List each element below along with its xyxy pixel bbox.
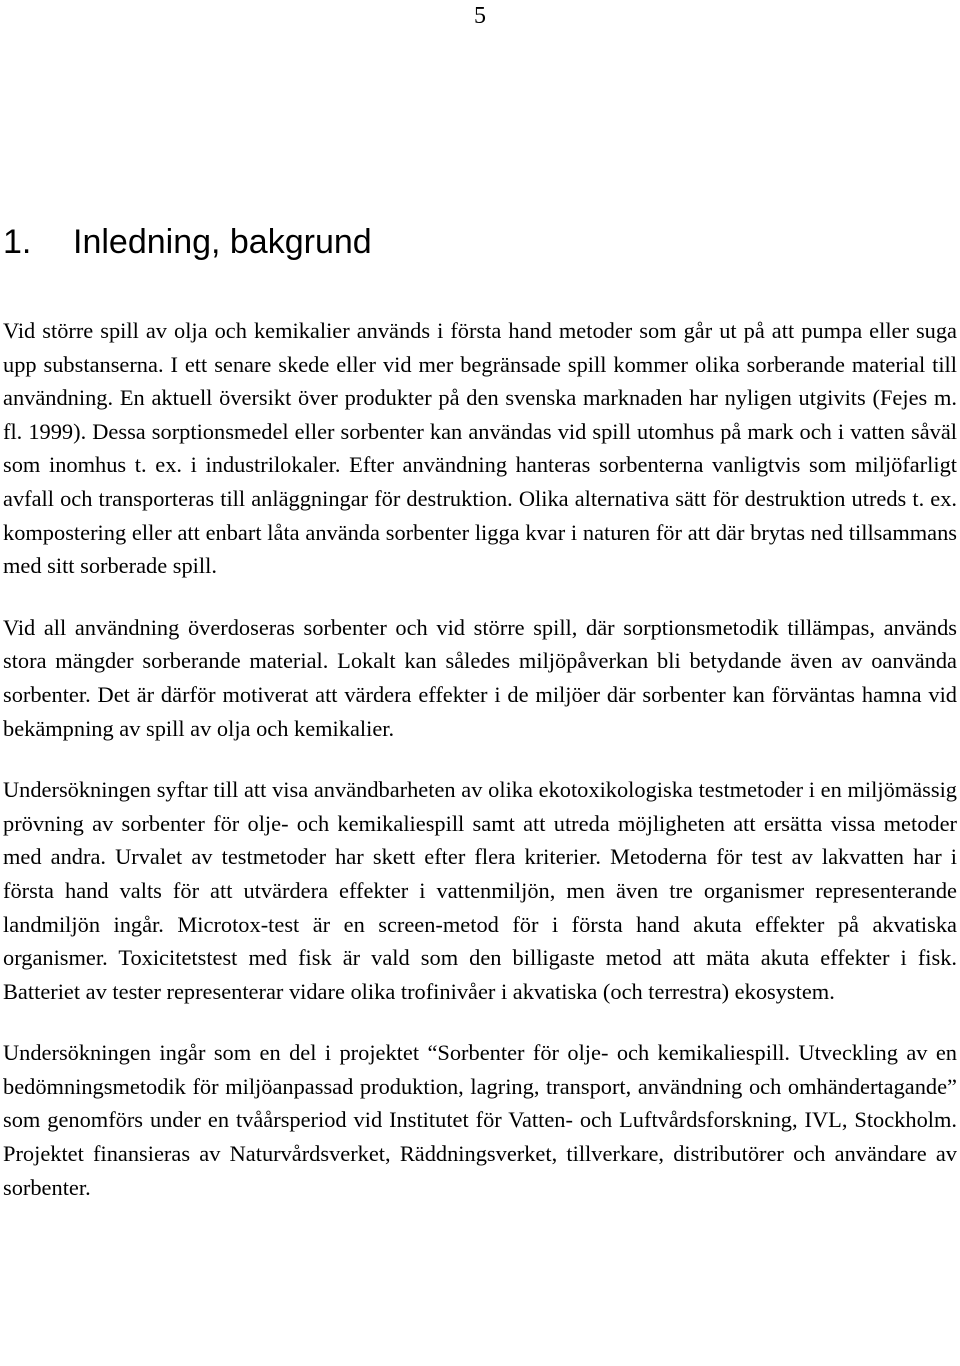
paragraph-4: Undersökningen ingår som en del i projektet “Sorbenter för olje- och kemikaliespill. Utveckling av en bedömningsmetodik för miljöanpassad produktion, lagring, transport, användning och omhändertagande” som genomförs under en tvåårsperiod vid Institutet för Vatten- och Luftvårdsforskning, IVL, Stockholm. Projektet finansieras av Naturvårdsverket, Räddningsverket, tillverkare, distributörer och användare av sorbenter.	[3, 1040, 957, 1200]
page-number: 5	[474, 3, 486, 29]
paragraph-1: Vid större spill av olja och kemikalier används i första hand metoder som går ut på att pumpa eller suga upp substanserna. I ett senare skede eller vid mer begränsade spill kommer olika sorberande material till användning. En aktuell översikt över produkter på den svenska marknaden har nyligen utgivits (Fejes m. fl. 1999). Dessa sorptionsmedel eller sorbenter kan användas vid spill utomhus på mark och i vatten såväl som inomhus t. ex. i industrilokaler. Efter användning hanteras sorbenterna vanligtvis som miljöfarligt avfall och transporteras till anläggningar för destruktion. Olika alternativa sätt för destruktion utreds t. ex. kompostering eller att enbart låta använda sorbenter ligga kvar i naturen för att där brytas ned tillsammans med sitt sorberade spill.	[3, 318, 957, 579]
section-title: Inledning, bakgrund	[73, 223, 372, 261]
body-text	[3, 314, 957, 1204]
paragraph-2: Vid all användning överdoseras sorbenter och vid större spill, där sorptionsmetodik tillämpas, används stora mängder sorberande material. Lokalt kan således miljöpåverkan bli betydande även av oanvända sorbenter. Det är därför motiverat att värdera effekter i de miljöer där sorbenter kan förväntas hamna vid bekämpning av spill av olja och kemikalier.	[3, 614, 957, 741]
section-heading	[3, 222, 372, 262]
paragraph-3: Undersökningen syftar till att visa användbarheten av olika ekotoxikologiska testmetoder i en miljömässig prövning av sorbenter för olje- och kemikaliespill samt att utreda möjligheten att ersätta vissa metoder med andra. Urvalet av testmetoder har skett efter flera kriterier. Metoderna för test av lakvatten har i första hand valts för att utvärdera effekter i vattenmiljön, men även tre organismer representerande landmiljön ingår. Microtox-test är en screen-metod för i första hand akuta effekter på akvatiska organismer. Toxicitetstest med fisk är vald som den billigaste metod att mäta akuta effekter i fisk. Batteriet av tester representerar vidare olika trofinivåer i akvatiska (och terrestra) ekosystem.	[3, 777, 957, 1004]
section-number: 1.	[3, 223, 32, 261]
